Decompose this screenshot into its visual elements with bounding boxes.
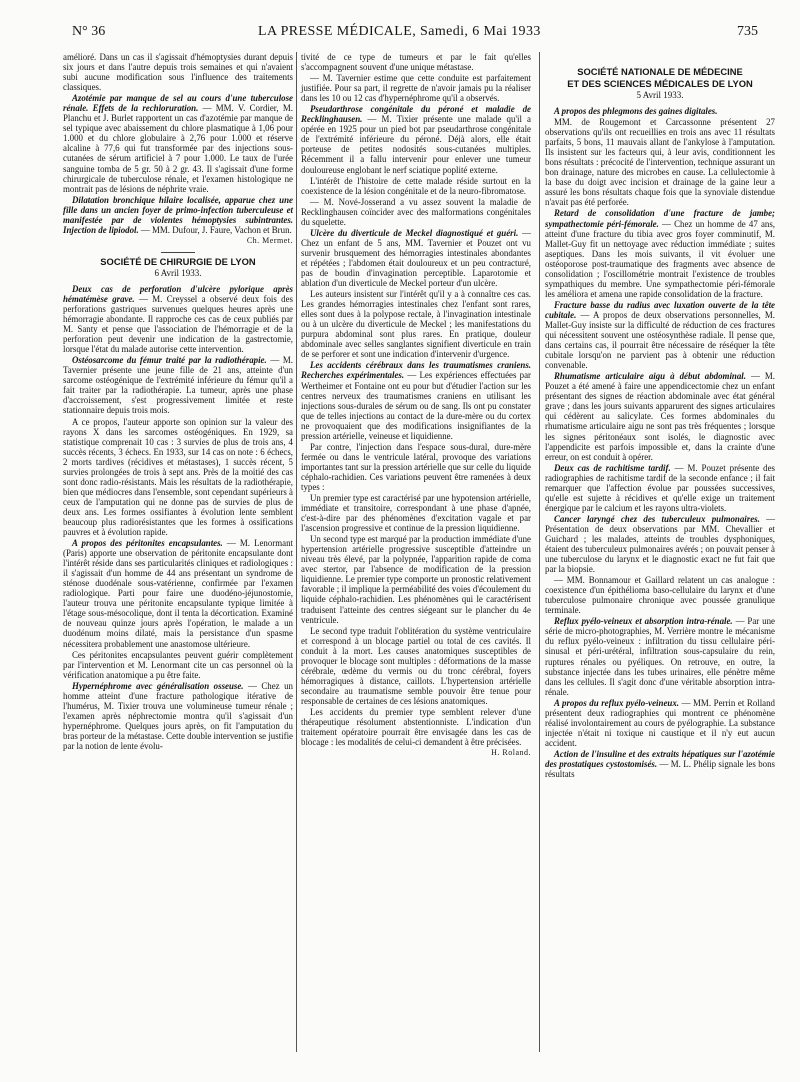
- paragraph: Un premier type est caractérisé par une hypotension artérielle, immédiate et transitoire, correspondant à une phase d'apnée, c'est-à-dire par des phénomènes d'excitation vagale et par l'ascension progressive et continue de la pression liquidienne.: [301, 493, 531, 534]
- article-title: Azotémie par manque de sel au cours d'une tuberculose rénale. Effets de la rechloruration.: [63, 93, 293, 114]
- article-title: Reflux pyélo-veineux et absorption intra-rénale.: [554, 616, 733, 627]
- article-title: A propos des phlegmons des gaines digitales.: [554, 106, 718, 116]
- article-title: Deux cas de rachitisme tardif.: [554, 462, 671, 473]
- article-body: — MM. Perrin et Rolland présentent deux radiographies qui montrent ce phénomène réalisé involontairement au cours de pyélographie. La substance injectée n'était ni toxique ni caustique et il n'y eut aucun accident.: [545, 697, 775, 748]
- article-body: — Par une série de micro-photographies, M. Verrière montre le mécanisme du reflux pyélo-veineux : infiltration du tissu cellulaire péri-sinusal et péri-urétéral, infiltration sous-capsulaire du rein, ruptures rénales ou pyéliques. On retrouve, en outre, la substance injectée dans les tubes urinaires, elle pénètre même dans les cellules. Il s'agit donc d'une véritable absorption intra-rénale.: [545, 616, 775, 697]
- article-title: Fracture basse du radius avec luxation ouverte de la tête cubitale.: [545, 299, 775, 320]
- society-section-header: [63, 252, 293, 279]
- article-body: — M. Tixier présente une malade qu'il a opérée en 1925 pour un pied bot par pseudarthrose congénitale de l'extrémité inférieure du péroné. Déjà alors, elle était porteuse de petites nodosités sous-cutanées multiples. Récemment il a fallu intervenir pour enlever une tumeur douloureuse englobant le nerf sciatique poplité externe.: [301, 114, 531, 175]
- section-rule: [161, 252, 195, 253]
- article-body: — M. Lenormant (Paris) apporte une observation de péritonite encapsulante dont l'intérêt réside dans ses particularités cliniques et radiologiques : il s'agissait d'un homme de 44 ans présentant un syndrome de sténose duodénale sous-vatérienne, confirmée par l'examen radiologique. Parti pour faire une duodéno-jéjunostomie, l'auteur trouva une péritonite encapsulante typique limitée à l'étage sous-mésocolique, dont il tenta la décortication. Examiné de nouveau quinze jours après l'opération, le malade a un duodénum moins dilaté, mais la persistance d'un spasme nécessitera probablement une anastomose ultérieure.: [63, 538, 294, 649]
- article-title-line: [545, 106, 775, 116]
- article-body: — M. Pouzet présente des radiographies de rachitisme tardif de la seconde enfance ; il fait remarquer que l'affection évolue par poussées successives, qu'elle est sujette à récidives et qu'elle exige un traitement énergique par le calcium et les rayons ultra-violets.: [545, 462, 776, 513]
- paragraph: — M. Tavernier estime que cette conduite est parfaitement justifiée. Pour sa part, il regrette de n'avoir jamais pu la réaliser dans les 10 ou 12 cas d'hypernéphrome qu'il a observés.: [301, 73, 531, 104]
- paragraph: amélioré. Dans un cas il s'agissait d'hémoptysies durant depuis six jours et dans l'autre depuis trois semaines et qui n'avaient subi aucune modification sous l'influence des traitements classiques.: [63, 52, 293, 93]
- society-title: SOCIÉTÉ DE CHIRURGIE DE LYON: [100, 255, 256, 267]
- column-divider: [539, 52, 540, 1052]
- column-2: [301, 52, 531, 758]
- paragraph: Les auteurs insistent sur l'intérêt qu'il y a à connaître ces cas. Les grandes hémorragies intestinales chez l'enfant sont rares, elles sont dues à la polypose rectale, à l'invagination intestinale ou à un ulcère du diverticule de Meckel ; les manifestations du purpura abdominal sont plus rares. En pratique, douleur abdominale avec selles sanglantes signifient diverticule en train de se perforer et sont une indication d'intervenir d'urgence.: [301, 289, 531, 360]
- article: [63, 284, 293, 354]
- article-title: Les accidents cérébraux dans les traumatismes craniens. Recherches expérimentales.: [301, 360, 531, 381]
- session-date: 6 Avril 1933.: [154, 267, 202, 278]
- article-title: A propos du reflux pyélo-veineux.: [554, 697, 679, 708]
- paragraph: Ces péritonites encapsulantes peuvent guérir complètement par l'intervention et M. Lenormant cite un cas personnel où la vérification anatomique a pu être faite.: [63, 649, 293, 680]
- session-date: 5 Avril 1933.: [636, 90, 684, 100]
- article: [301, 228, 531, 288]
- article-body: — Chez un enfant de 5 ans, MM. Tavernier et Pouzet ont vu survenir brusquement des hémorragies intestinales abondantes et répétées ; l'abdomen était douloureux et un peu contracturé, pas de boudin d'invagination perceptible. Laparotomie et ablation d'un diverticule de Meckel porteur d'un ulcère.: [301, 227, 531, 289]
- article-body: — MM. Dufour, J. Faure, Vachon et Brun.: [140, 224, 292, 235]
- signature: Ch. Mermet.: [246, 235, 293, 245]
- article-body: — MM. V. Cordier, M. Planchu et J. Burlet rapportent un cas d'azotémie par manque de sel typique avec abaissement du chlore plasmatique à 1,06 pour 1.000 et du chlore globulaire à 2,76 pour 1.000 et réserve alcaline à 77,6 qui fut transformée par des injections sous-cutanées de sérum artificiel à 7 pour 1.000. Le taux de l'urée sanguine tomba de 5 gr. 50 à 2 gr. 43. Il s'agissait d'une forme chirurgicale de tuberculose rénale, et l'examen histologique ne montrait pas de lésions de néphrite vraie.: [63, 103, 293, 194]
- paragraph: L'intérêt de l'histoire de cette malade réside surtout en la coexistence de la lésion congénitale et de la neuro-fibromatose.: [301, 175, 531, 196]
- article-body: — A propos de deux observations personnelles, M. Mallet-Guy insiste sur la difficulté de réduction de ces fractures qui nécessitent souvent une ostéosynthèse radiale. Il pense que, dans certains cas, il pourrait être nécessaire de réséquer la tête cubitale lorsqu'on ne parvient pas à obtenir une réduction convenable.: [545, 309, 775, 371]
- paragraph: Par contre, l'injection dans l'espace sous-dural, dure-mère fermée ou dans le ventricule latéral, provoque des variations importantes tant sur la pression artérielle que sur celle du liquide céphalo-rachidien. Ces variations peuvent être ramenées à deux types :: [301, 441, 531, 492]
- article-title: Hypernéphrome avec généralisation osseuse.: [72, 680, 244, 691]
- article: [545, 300, 775, 370]
- article-title: A propos des péritonites encapsulantes.: [72, 538, 223, 549]
- article: [63, 355, 293, 415]
- paragraph: Un second type est marqué par la production immédiate d'une hypertension artérielle progressive susceptible d'atteindre un niveau très élevé, par la polypnée, l'apparition rapide de coma avec stertor, par l'absence de modification de la pression liquidienne. Le premier type comporte un pronostic relativement favorable ; il implique la perméabilité des voies d'écoulement du liquide céphalo-rachidien. Les phénomènes qui le caractérisent traduisent l'atteinte des centres siégeant sur le plancher du 4e ventricule.: [301, 534, 531, 625]
- article-title: Rhumatisme articulaire aigu à début abdominal.: [554, 371, 746, 382]
- article-body: — Chez un homme de 47 ans, atteint d'une fracture du tibia avec gros foyer comminutif, M. Mallet-Guy fit un nettoyage avec réduction immédiate ; suites aseptiques. Dans les mois suivants, il vit évoluer une ostéoporose post-traumatique des fragments avec absence de consolidation ; l'oscillométrie montrait l'existence de troubles sympathiques du membre. Une sympathectomie péri-fémorale les améliora et amena une rapide consolidation de la fracture.: [545, 218, 775, 299]
- article: [545, 749, 775, 779]
- article-title: Action de l'insuline et des extraits hépatiques sur l'azotémie des prostatiques cystostomisés.: [545, 748, 775, 769]
- article: [63, 195, 293, 235]
- article: [545, 698, 775, 748]
- article: [63, 93, 293, 193]
- article-title: Dilatation bronchique hilaire localisée, apparue chez une fille dans un ancien foyer de primo-infection tuberculeuse et manifestée par de violentes hémoptysies subintrantes. Injection de lipiodol.: [63, 194, 293, 235]
- paragraph: Le second type traduit l'oblitération du système ventriculaire et correspond à un blocage partiel ou total de ces cavités. Il conduit à la mort. Les causes anatomiques susceptibles de provoquer le blocage sont multiples : déformations de la masse cérébrale, œdème du vermis ou du tronc cérébral, foyers hémorragiques à distance, caillots. L'hypertension artérielle secondaire au traumatisme semble pouvoir être tenue pour responsable de certaines de ces lésions anatomiques.: [301, 625, 531, 706]
- paragraph: MM. de Rougemont et Carcassonne présentent 27 observations qu'ils ont recueillies en trois ans avec 11 résultats parfaits, 5 bons, 11 mauvais allant de l'ankylose à l'amputation. Ils insistent sur les facteurs qui, à leur avis, conditionnent les bons résultats : précocité de l'intervention, technique assurant un bon drainage, nature des microbes en cause. La cellulectomie à la base du doigt avec incision et drainage de la gaine leur a assuré les bons résultats chaque fois que la synoviale distendue n'avait pas été perforée.: [545, 117, 775, 208]
- article: [63, 538, 293, 649]
- article: [545, 514, 775, 574]
- article-body: — Chez un homme atteint d'une fracture pathologique itérative de l'humérus, M. Tixier trouva une volumineuse tumeur rénale ; l'examen après néphrectomie montra qu'il s'agissait d'un hypernéphrome. Quelques jours après, on fit l'amputation du bras porteur de la métastase. Cette double intervention se justifie par la notion de lente évolu-: [63, 680, 293, 751]
- society-title: ET DES SCIENCES MÉDICALES DE LYON: [567, 78, 753, 89]
- paragraph: Les accidents du premier type semblent relever d'une thérapeutique résolument abstentionniste. L'indication d'un traitement opératoire pourrait être envisagée dans les cas de blocage : les modalités de celui-ci demandent à être précisées.: [301, 707, 531, 748]
- column-1: [63, 52, 293, 752]
- page-number: 735: [737, 24, 758, 39]
- article-title: Cancer laryngé chez des tuberculeux pulmonaires.: [554, 513, 760, 524]
- column-3: [545, 52, 775, 780]
- column-divider: [296, 52, 297, 1052]
- article: [545, 463, 775, 513]
- article-body: — M. Tavernier présente une jeune fille de 21 ans, atteinte d'un sarcome ostéogénique de l'extrémité inférieure du fémur qu'il a fait traiter par la radiothérapie. La tumeur, après une phase d'accroissement, s'est progressivement limitée et reste stationnaire depuis trois mois.: [63, 355, 293, 416]
- article: [63, 681, 293, 751]
- article-body: — Présentation de deux observations par MM. Chevallier et Guichard ; les malades, atteints de troubles dysphoniques, étaient des tuberculeux pulmonaires avérés ; on pouvait penser à une tuberculose du larynx et le diagnostic exact ne fut fait que par la biopsie.: [545, 513, 775, 575]
- society-section-header: [545, 66, 775, 101]
- article: [545, 371, 775, 461]
- paragraph: — M. Nové-Josserand a vu assez souvent la maladie de Recklinghausen coïncider avec des malformations congénitales du squelette.: [301, 196, 531, 227]
- article-body: — Les expériences effectuées par Wertheimer et Fontaine ont eu pour but d'étudier l'action sur les centres nerveux des traumatismes craniens en utilisant les injections sous-durales de sérum ou de sang. Ils ont pu constater que de telles injections au contact de la dure-mère ou du cortex ne provoquaient que des modifications insignifiantes de la pression artérielle, veineuse et liquidienne.: [301, 370, 532, 441]
- paragraph: — MM. Bonnamour et Gaillard relatent un cas analogue : coexistence d'un épithélioma baso-cellulaire du larynx et d'une tuberculose pulmonaire chronique avec poussée granulique terminale.: [545, 575, 775, 616]
- paragraph: A ce propos, l'auteur apporte son opinion sur la valeur des rayons X dans les sarcomes ostéogéniques. En 1929, sa statistique comprenait 10 cas : 3 survies de plus de trois ans, 4 succès récents, 3 échecs. En 1933, sur 14 cas on note : 6 échecs, 2 morts tardives (récidives et métastases), 1 succès récent, 5 survies prolongées de trois à sept ans. Près de la moitié des cas sont donc radio-résistants. Mais les résultats de la radiothérapie, bien que médiocres dans l'ensemble, sont cependant supérieurs à ceux de l'amputation qui ne donne pas de survies de plus de deux ans. Les formes ossifiantes à évolution lente semblent beaucoup plus radiorésistantes que les formes à ossifications pauvres et à évolution rapide.: [63, 416, 293, 538]
- article-body: — M. Creyssel a observé deux fois des perforations gastriques survenues quelques heures après une hémorragie abondante. Il rapproche ces cas de ceux publiés par M. Santy et pense que l'association de l'hémorragie et de la perforation peut devenir une indication de la gastrectomie, lorsque l'état du malade autorise cette intervention.: [63, 293, 293, 355]
- article: [545, 208, 775, 298]
- society-title: SOCIÉTÉ NATIONALE DE MÉDECINE: [577, 66, 743, 77]
- article: [301, 104, 531, 174]
- article-title: Ulcère du diverticule de Meckel diagnostiqué et guéri.: [310, 227, 519, 238]
- article-title: Ostéosarcome du fémur traité par la radiothérapie.: [72, 355, 267, 366]
- article-title: Deux cas de perforation d'ulcère pylorique après hématémèse grave.: [63, 283, 293, 304]
- paragraph: tivité de ce type de tumeurs et par le fait qu'elles s'accompagnent souvent d'une unique métastase.: [301, 52, 531, 73]
- article-body: — M. L. Phélip signale les bons résultats: [545, 759, 776, 780]
- article-body: — M. Pouzet a été amené à faire une appendicectomie chez un enfant présentant des signes de réaction abdominale avec état général grave ; dans les jours suivants apparurent des signes articulaires qui cédèrent au salicylate. Ces formes abdominales du rhumatisme articulaire aigu ne sont pas très fréquentes ; lorsque les signes péritonéaux sont isolés, le diagnostic avec l'appendicite est parfois impossible et, dans la crainte d'une erreur, on est conduit à opérer.: [545, 371, 775, 462]
- signature: H. Roland.: [491, 748, 531, 758]
- article: [545, 616, 775, 696]
- journal-title-date: LA PRESSE MÉDICALE, Samedi, 6 Mai 1933: [258, 24, 541, 39]
- article-title: Pseudarthrose congénitale du péroné et maladie de Recklinghausen.: [301, 104, 531, 125]
- page-header: [0, 0, 800, 46]
- article-title: Retard de consolidation d'une fracture de jambe; sympathectomie péri-fémorale.: [545, 208, 775, 229]
- issue-number: N° 36: [72, 24, 106, 39]
- article: [301, 360, 531, 440]
